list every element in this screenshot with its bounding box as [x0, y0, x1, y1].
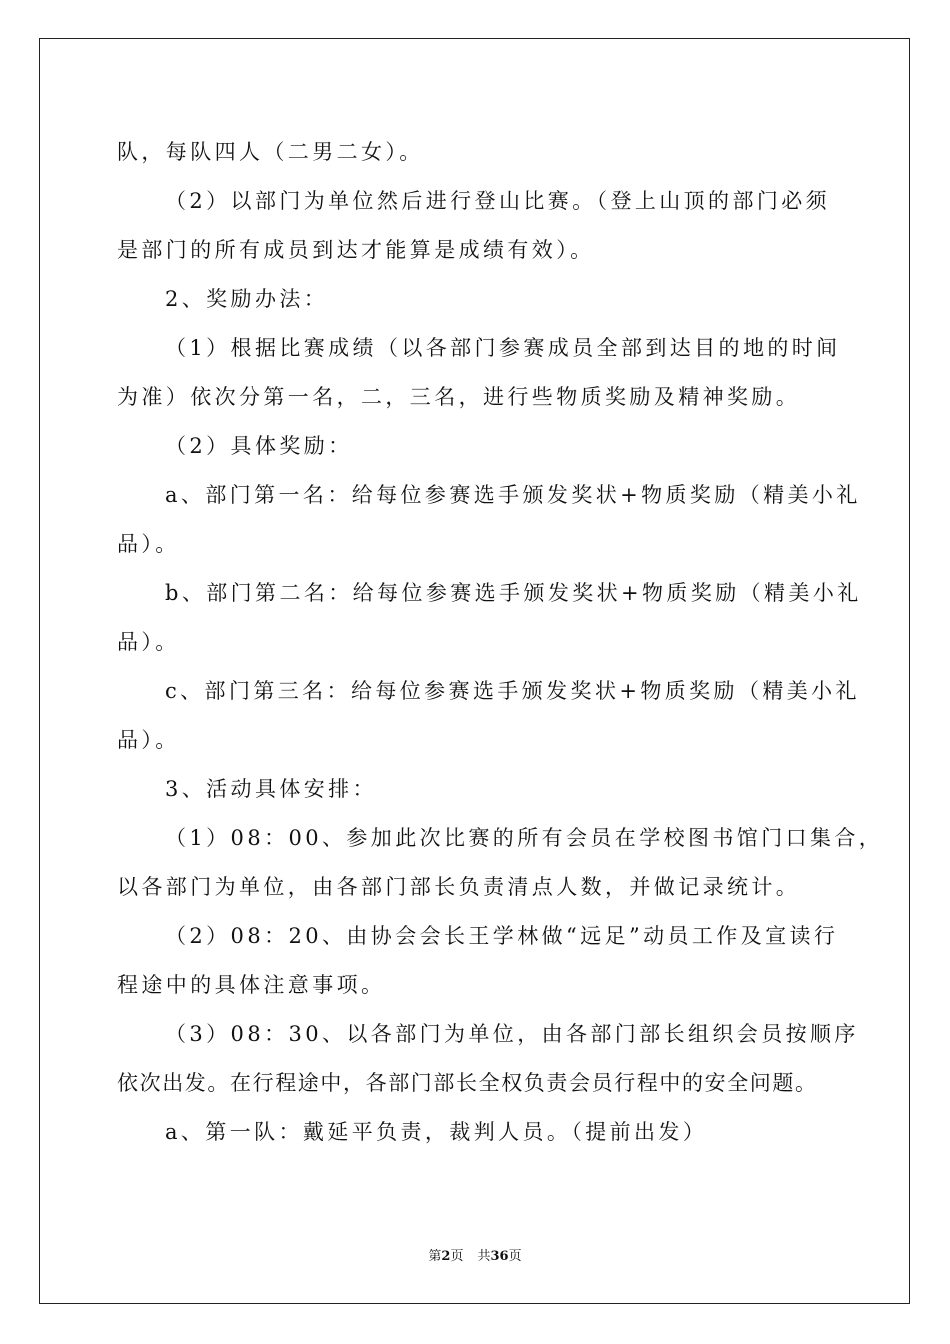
section-heading: 3、活动具体安排： — [165, 777, 377, 801]
text-line: 队，每队四人（二男二女）。 — [117, 140, 424, 164]
page-suffix: 页 — [450, 1249, 464, 1264]
text-line: 品）。 — [117, 630, 180, 654]
text-line: c、部门第三名：给每位参赛选手颁发奖状+物质奖励（精美小礼 — [165, 679, 860, 703]
text-line: （1）根据比赛成绩（以各部门参赛成员全部到达目的地的时间 — [165, 336, 841, 360]
text-line: 依次出发。在行程途中，各部门部长全权负责会员行程中的安全问题。 — [117, 1071, 818, 1095]
text-line: （2）08：20、由协会会长王学林做“远足”动员工作及宣读行 — [165, 924, 839, 948]
page-prefix: 第 — [428, 1249, 442, 1264]
text-line: （1）08：00、参加此次比赛的所有会员在学校图书馆门口集合， — [165, 826, 884, 850]
text-line: （2）具体奖励： — [165, 434, 353, 458]
text-line: a、部门第一名：给每位参赛选手颁发奖状+物质奖励（精美小礼 — [165, 483, 861, 507]
text-line: 是部门的所有成员到达才能算是成绩有效）。 — [117, 238, 595, 262]
total-suffix: 页 — [508, 1249, 522, 1264]
text-line: b、部门第二名：给每位参赛选手颁发奖状+物质奖励（精美小礼 — [165, 581, 862, 605]
page-footer — [0, 1249, 950, 1265]
document-body — [117, 128, 884, 1157]
text-line: a、第一队：戴延平负责，裁判人员。（提前出发） — [165, 1120, 708, 1144]
text-line: 程途中的具体注意事项。 — [117, 973, 386, 997]
text-line: （3）08：30、以各部门为单位，由各部门部长组织会员按顺序 — [165, 1022, 859, 1046]
page-number: 2 — [441, 1249, 451, 1264]
section-heading: 2、奖励办法： — [165, 287, 329, 311]
total-pages: 36 — [490, 1249, 509, 1264]
text-line: 品）。 — [117, 532, 180, 556]
text-line: 以各部门为单位，由各部门部长负责清点人数，并做记录统计。 — [117, 875, 801, 899]
text-line: 品）。 — [117, 728, 180, 752]
text-line: （2）以部门为单位然后进行登山比赛。（登上山顶的部门必须 — [165, 189, 831, 213]
total-prefix: 共 — [477, 1249, 491, 1264]
text-line: 为准）依次分第一名，二，三名，进行些物质奖励及精神奖励。 — [117, 385, 801, 409]
